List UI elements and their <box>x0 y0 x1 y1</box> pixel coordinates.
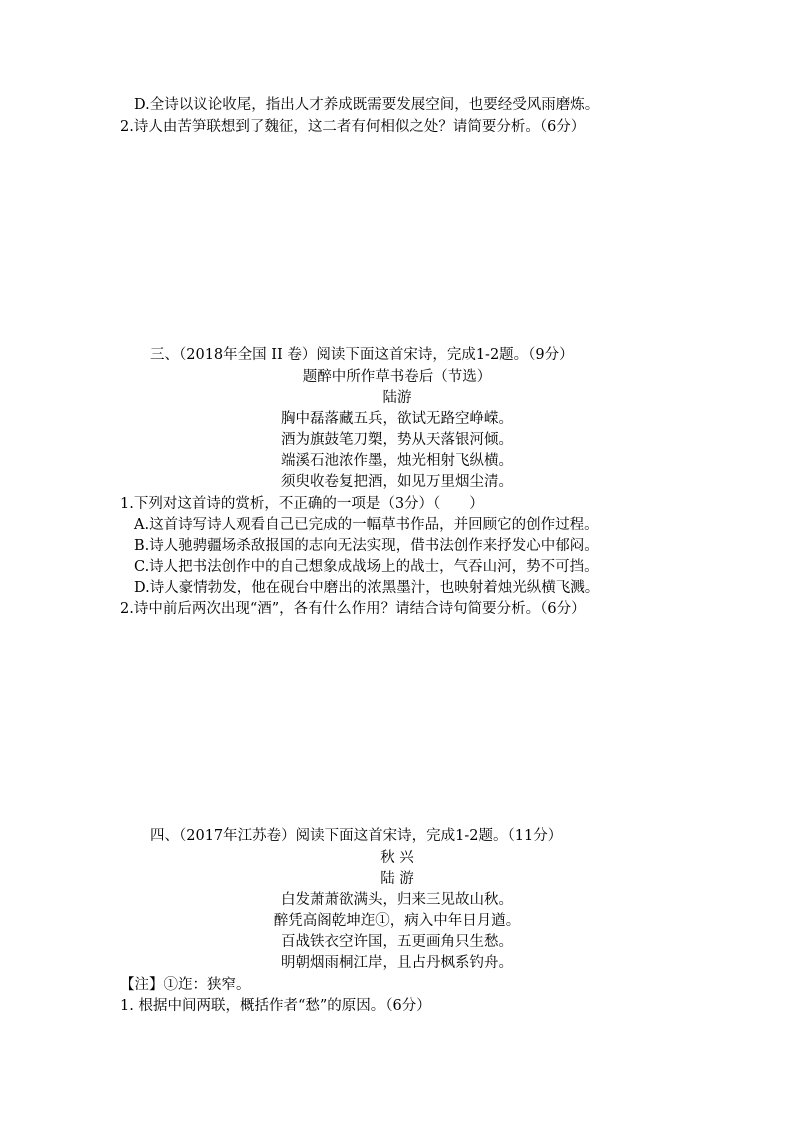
poem-author-s4: 陆 游 <box>380 871 414 887</box>
section-3-heading: 三、（2018年全国 II 卷）阅读下面这首宋诗，完成1-2题。（9分） <box>150 347 574 363</box>
option-b-s3: B.诗人驰骋疆场杀敌报国的志向无法实现，借书法创作来抒发心中郁闷。 <box>134 538 599 554</box>
poem-line: 明朝烟雨桐江岸，且占丹枫系钓舟。 <box>281 955 513 971</box>
poem-line: 须臾收卷复把酒，如见万里烟尘清。 <box>281 474 513 490</box>
poem-line: 白发萧萧欲满头，归来三见故山秋。 <box>281 892 513 908</box>
option-c-s3: C.诗人把书法创作中的自己想象成战场上的战士，气吞山河，势不可挡。 <box>134 559 599 575</box>
option-d-s3: D.诗人豪情勃发，他在砚台中磨出的浓黑墨汁，也映射着烛光纵横飞溅。 <box>134 580 600 596</box>
poem-line: 酒为旗鼓笔刀槊，势从天落银河倾。 <box>281 432 513 448</box>
option-d-s2: D.全诗以议论收尾，指出人才养成既需要发展空间，也要经受风雨磨炼。 <box>134 97 600 113</box>
poem-line: 醉凭高阁乾坤迮①，病入中年日月遒。 <box>273 913 521 929</box>
poem-title-s4: 秋 兴 <box>380 850 414 866</box>
question-1-s3: 1.下列对这首诗的赏析，不正确的一项是（3分）（ ） <box>120 496 484 512</box>
section-4-heading: 四、（2017年江苏卷）阅读下面这首宋诗，完成1-2题。（11分） <box>150 828 563 844</box>
question-2-s3: 2.诗中前后两次出现“酒”，各有什么作用？请结合诗句简要分析。（6分） <box>120 601 586 617</box>
poem-title-s3: 题醉中所作草书卷后（节选） <box>302 369 492 385</box>
note-s4: 【注】①迮：狭窄。 <box>120 977 251 993</box>
question-2-s2: 2.诗人由苦笋联想到了魏征，这二者有何相似之处？请简要分析。（6分） <box>120 119 586 135</box>
option-a-s3: A.这首诗写诗人观看自己已完成的一幅草书作品，并回顾它的创作过程。 <box>134 517 599 533</box>
question-1-s4: 1. 根据中间两联，概括作者“愁”的原因。（6分） <box>120 998 431 1014</box>
poem-line: 端溪石池浓作墨，烛光相射飞纵横。 <box>281 453 513 469</box>
poem-author-s3: 陆游 <box>382 390 412 406</box>
poem-line: 胸中磊落藏五兵，欲试无路空峥嵘。 <box>281 411 513 427</box>
poem-line: 百战铁衣空许国，五更画角只生愁。 <box>281 934 513 950</box>
